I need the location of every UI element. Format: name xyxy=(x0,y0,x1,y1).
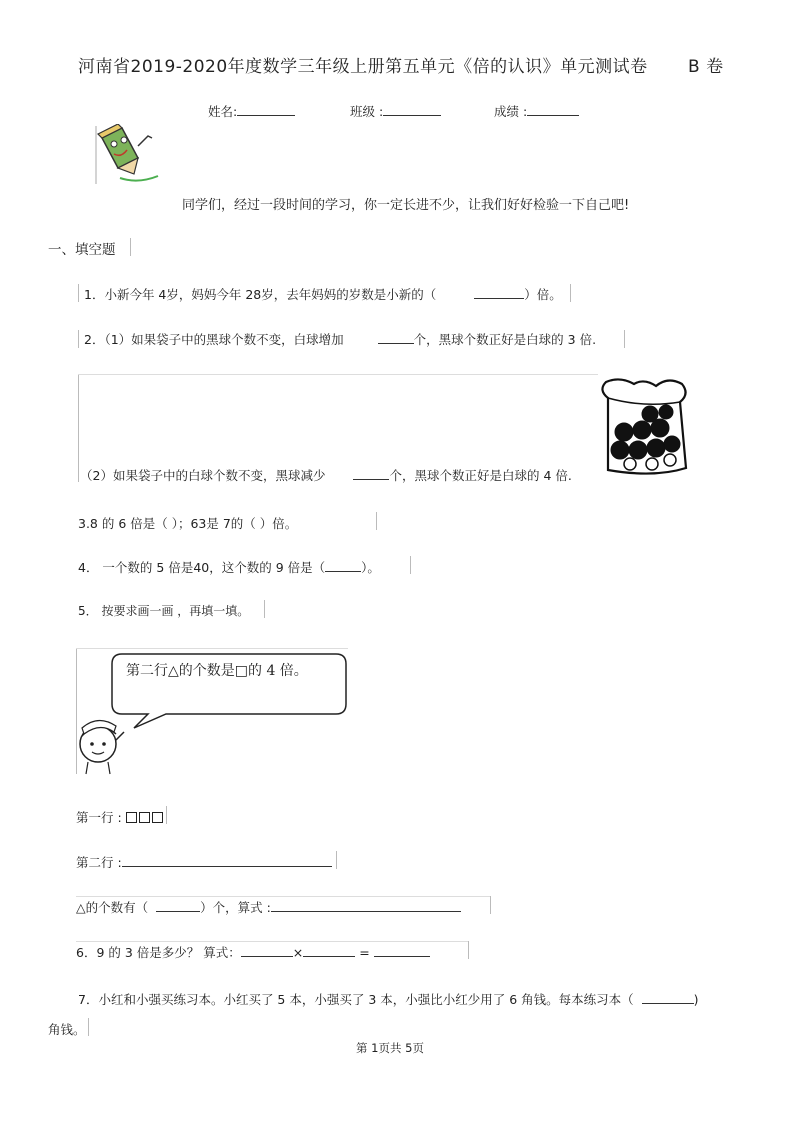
triangle-count-text: △的个数有（ xyxy=(76,900,149,915)
question-7-text: 7．小红和小强买练习本。小红买了 5 本，小强买了 3 本，小强比小红少用了 6 角钱。每本练习本（ xyxy=(78,992,634,1007)
question-4 xyxy=(78,558,380,576)
question-7 xyxy=(78,990,699,1008)
question-4-answer-blank[interactable] xyxy=(325,559,361,572)
question-6-blank-3[interactable] xyxy=(374,944,430,957)
pencil-mascot-image xyxy=(94,124,162,186)
question-2a xyxy=(84,330,596,348)
row-2-label: 第二行 : xyxy=(76,855,122,870)
question-4-end: ）。 xyxy=(361,560,380,575)
question-4-text: 4． 一个数的 5 倍是40，这个数的 9 倍是（ xyxy=(78,560,326,575)
ball-bag-image xyxy=(594,372,696,480)
question-7-end: ) xyxy=(693,992,699,1007)
question-2a-answer-blank[interactable] xyxy=(378,331,414,344)
row-1-label: 第一行 : xyxy=(76,810,122,825)
question-2a-end: 个，黑球个数正好是白球的 3 倍. xyxy=(413,332,597,347)
question-1-answer-blank[interactable] xyxy=(474,286,524,299)
square-icon xyxy=(139,812,150,823)
row-2-draw-blank[interactable] xyxy=(122,854,332,867)
question-6-blank-1[interactable] xyxy=(241,944,293,957)
triangle-count-blank[interactable] xyxy=(156,899,200,912)
question-1-end: ）倍。 xyxy=(524,287,562,302)
question-6-blank-2[interactable] xyxy=(303,944,355,957)
question-6-text: 6．9 的 3 倍是多少？ 算式： xyxy=(76,945,241,960)
times-sign: × xyxy=(292,945,304,960)
question-7-continued: 角钱。 xyxy=(48,1022,86,1037)
triangle-count-question xyxy=(76,898,461,916)
version-label: B 卷 xyxy=(688,57,724,77)
question-2b-text: （2）如果袋子中的白球个数不变，黑球减少 xyxy=(80,468,326,483)
question-1 xyxy=(84,285,562,303)
score-label: 成绩 : xyxy=(494,104,528,119)
question-2b-end: 个，黑球个数正好是白球的 4 倍. xyxy=(389,468,572,483)
row-2 xyxy=(76,853,332,871)
triangle-count-mid: ）个，算式 : xyxy=(200,900,271,915)
square-icon xyxy=(126,812,137,823)
question-2b xyxy=(80,466,572,484)
name-field[interactable] xyxy=(208,102,295,120)
name-label: 姓名: xyxy=(208,104,238,119)
question-7-answer-blank[interactable] xyxy=(642,991,694,1004)
page-title: 河南省2019-2020年度数学三年级上册第五单元《倍的认识》单元测试卷 xyxy=(78,57,648,77)
question-6 xyxy=(76,943,430,961)
row-1 xyxy=(76,808,165,826)
section-heading: 一、填空题 xyxy=(48,242,116,258)
score-field[interactable] xyxy=(494,102,579,120)
question-5: 5． 按要求画一画 ，再填一填。 xyxy=(78,604,250,618)
class-label: 班级 : xyxy=(350,104,384,119)
equals-sign: = xyxy=(359,945,370,960)
intro-text: 同学们，经过一段时间的学习，你一定长进不少，让我们好好检验一下自己吧! xyxy=(182,198,630,213)
speech-bubble-text: 第二行△的个数是□的 4 倍。 xyxy=(126,663,308,679)
square-icon xyxy=(152,812,163,823)
question-3: 3.8 的 6 倍是（ ）；63是 7的（ ）倍。 xyxy=(78,516,298,531)
triangle-formula-blank[interactable] xyxy=(271,899,461,912)
question-1-text: 1．小新今年 4岁，妈妈今年 28岁，去年妈妈的岁数是小新的（ xyxy=(84,287,437,302)
page-footer: 第 1页共 5页 xyxy=(356,1041,424,1055)
question-2a-text: 2．（1）如果袋子中的黑球个数不变，白球增加 xyxy=(84,332,344,347)
question-2b-answer-blank[interactable] xyxy=(353,467,389,480)
class-field[interactable] xyxy=(350,102,441,120)
